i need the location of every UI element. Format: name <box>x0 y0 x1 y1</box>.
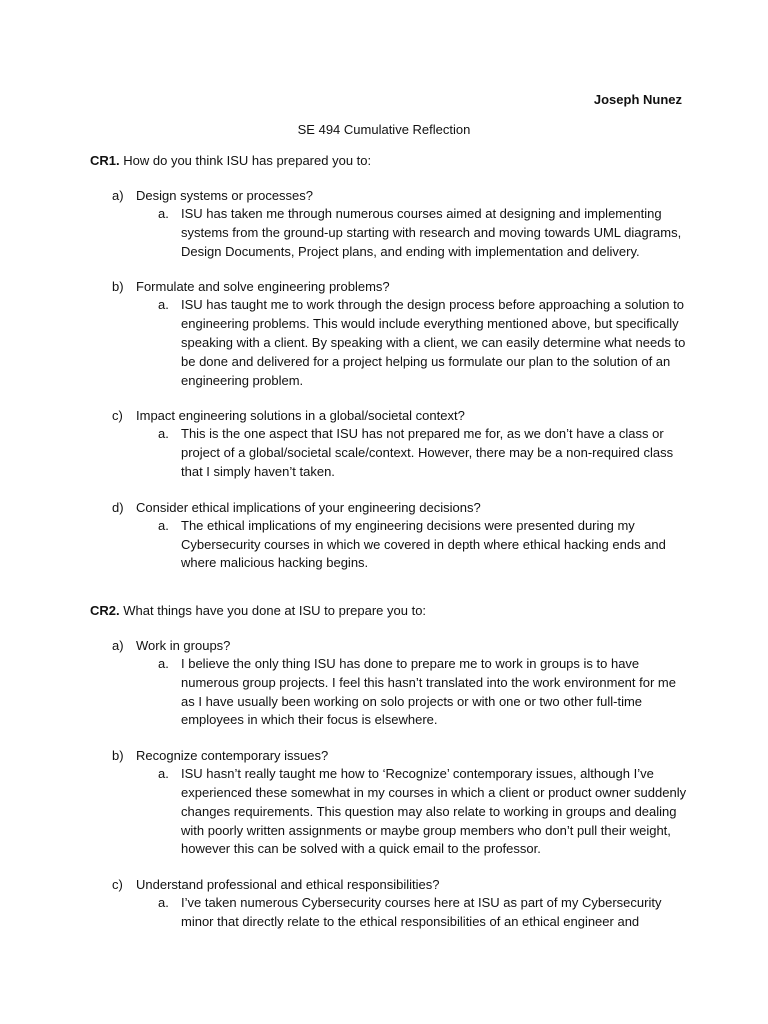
answer-list <box>136 655 690 730</box>
question-marker: a) <box>112 638 124 653</box>
question-text: Recognize contemporary issues? <box>136 748 329 764</box>
question-marker: b) <box>112 279 124 295</box>
answer-list <box>136 894 690 932</box>
question-marker: c) <box>112 408 123 424</box>
answer-item <box>136 765 690 859</box>
answer-item <box>136 894 690 932</box>
answer-list <box>136 765 690 859</box>
author-name: Joseph Nunez <box>593 92 682 107</box>
answer-marker: a. <box>158 297 169 313</box>
section-cr1 <box>90 151 690 573</box>
answer-item <box>136 517 690 573</box>
answer-marker: a. <box>158 206 169 221</box>
answer-text: ISU hasn’t really taught me how to ‘Recognize’ contemporary issues, although I’ve experienced these somewhat in my courses in which a client or product owner suddenly changes requirements. This question may also relate to working in groups and dealing with poorly written assignments or maybe group members who don’t pull their weight, however this can be solved with a quick email to the professor. <box>181 766 687 857</box>
answer-text: I believe the only thing ISU has done to prepare me to work in groups is to have numerous group projects. I feel this hasn’t translated into the work environment for me as I have usually been working on solo projects or with one or two other full-time employees in which their focus is elsewhere. <box>181 656 676 728</box>
answer-marker: a. <box>158 426 169 442</box>
answer-item <box>136 205 690 261</box>
question-list <box>90 636 690 932</box>
question-item <box>90 636 690 730</box>
question-text: Understand professional and ethical responsibilities? <box>136 877 440 893</box>
question-marker: b) <box>112 748 124 764</box>
question-item <box>90 186 690 261</box>
answer-item <box>136 655 690 730</box>
answer-list <box>136 296 690 390</box>
question-marker: a) <box>112 188 124 203</box>
answer-text: ISU has taken me through numerous courses aimed at designing and implementing systems from the ground-up starting with research and moving towards UML diagrams, Design Documents, Project plans, and ending with implementation and delivery. <box>181 206 682 259</box>
answer-marker: a. <box>158 517 169 533</box>
question-item <box>90 277 690 390</box>
answer-list <box>136 205 690 261</box>
question-marker: c) <box>112 877 123 893</box>
section-code: CR2. <box>90 603 120 618</box>
section-code: CR1. <box>90 153 120 168</box>
section-prompt: How do you think ISU has prepared you to: <box>123 153 372 168</box>
answer-list <box>136 425 690 481</box>
question-text: Impact engineering solutions in a global/societal context? <box>136 408 465 424</box>
question-item <box>90 498 690 573</box>
section-prompt: What things have you done at ISU to prepare you to: <box>123 603 427 618</box>
question-text: Formulate and solve engineering problems? <box>136 279 390 295</box>
section-heading <box>90 151 690 170</box>
section-heading <box>90 601 690 620</box>
question-list <box>90 186 690 573</box>
answer-marker: a. <box>158 656 169 671</box>
section-cr2 <box>90 601 690 932</box>
question-marker: d) <box>112 499 124 515</box>
question-text: Design systems or processes? <box>136 188 314 203</box>
question-text: Consider ethical implications of your engineering decisions? <box>136 499 481 515</box>
question-item <box>90 746 690 859</box>
answer-text: This is the one aspect that ISU has not prepared me for, as we don’t have a class or project of a global/societal scale/context. However, there may be a non-required class that I simply haven’t taken. <box>181 426 674 479</box>
answer-text: ISU has taught me to work through the design process before approaching a solution to engineering problems. This would include everything mentioned above, but specifically speaking with a client. By speaking with a client, we can easily determine what needs to be done and delivered for a project helping us formulate our plan to the solution of an engineering problem. <box>181 297 686 388</box>
question-item <box>90 406 690 481</box>
question-text: Work in groups? <box>136 638 231 653</box>
answer-item <box>136 296 690 390</box>
answer-marker: a. <box>158 895 169 911</box>
answer-list <box>136 517 690 573</box>
answer-text: I’ve taken numerous Cybersecurity courses here at ISU as part of my Cybersecurity minor that directly relate to the ethical responsibilities of an ethical engineer and <box>181 895 662 929</box>
answer-item <box>136 425 690 481</box>
answer-text: The ethical implications of my engineering decisions were presented during my Cybersecurity courses in which we covered in depth where ethical hacking ends and where malicious hacking begins. <box>181 517 666 571</box>
answer-marker: a. <box>158 766 169 782</box>
question-item <box>90 875 690 932</box>
document-title: SE 494 Cumulative Reflection <box>297 122 471 137</box>
